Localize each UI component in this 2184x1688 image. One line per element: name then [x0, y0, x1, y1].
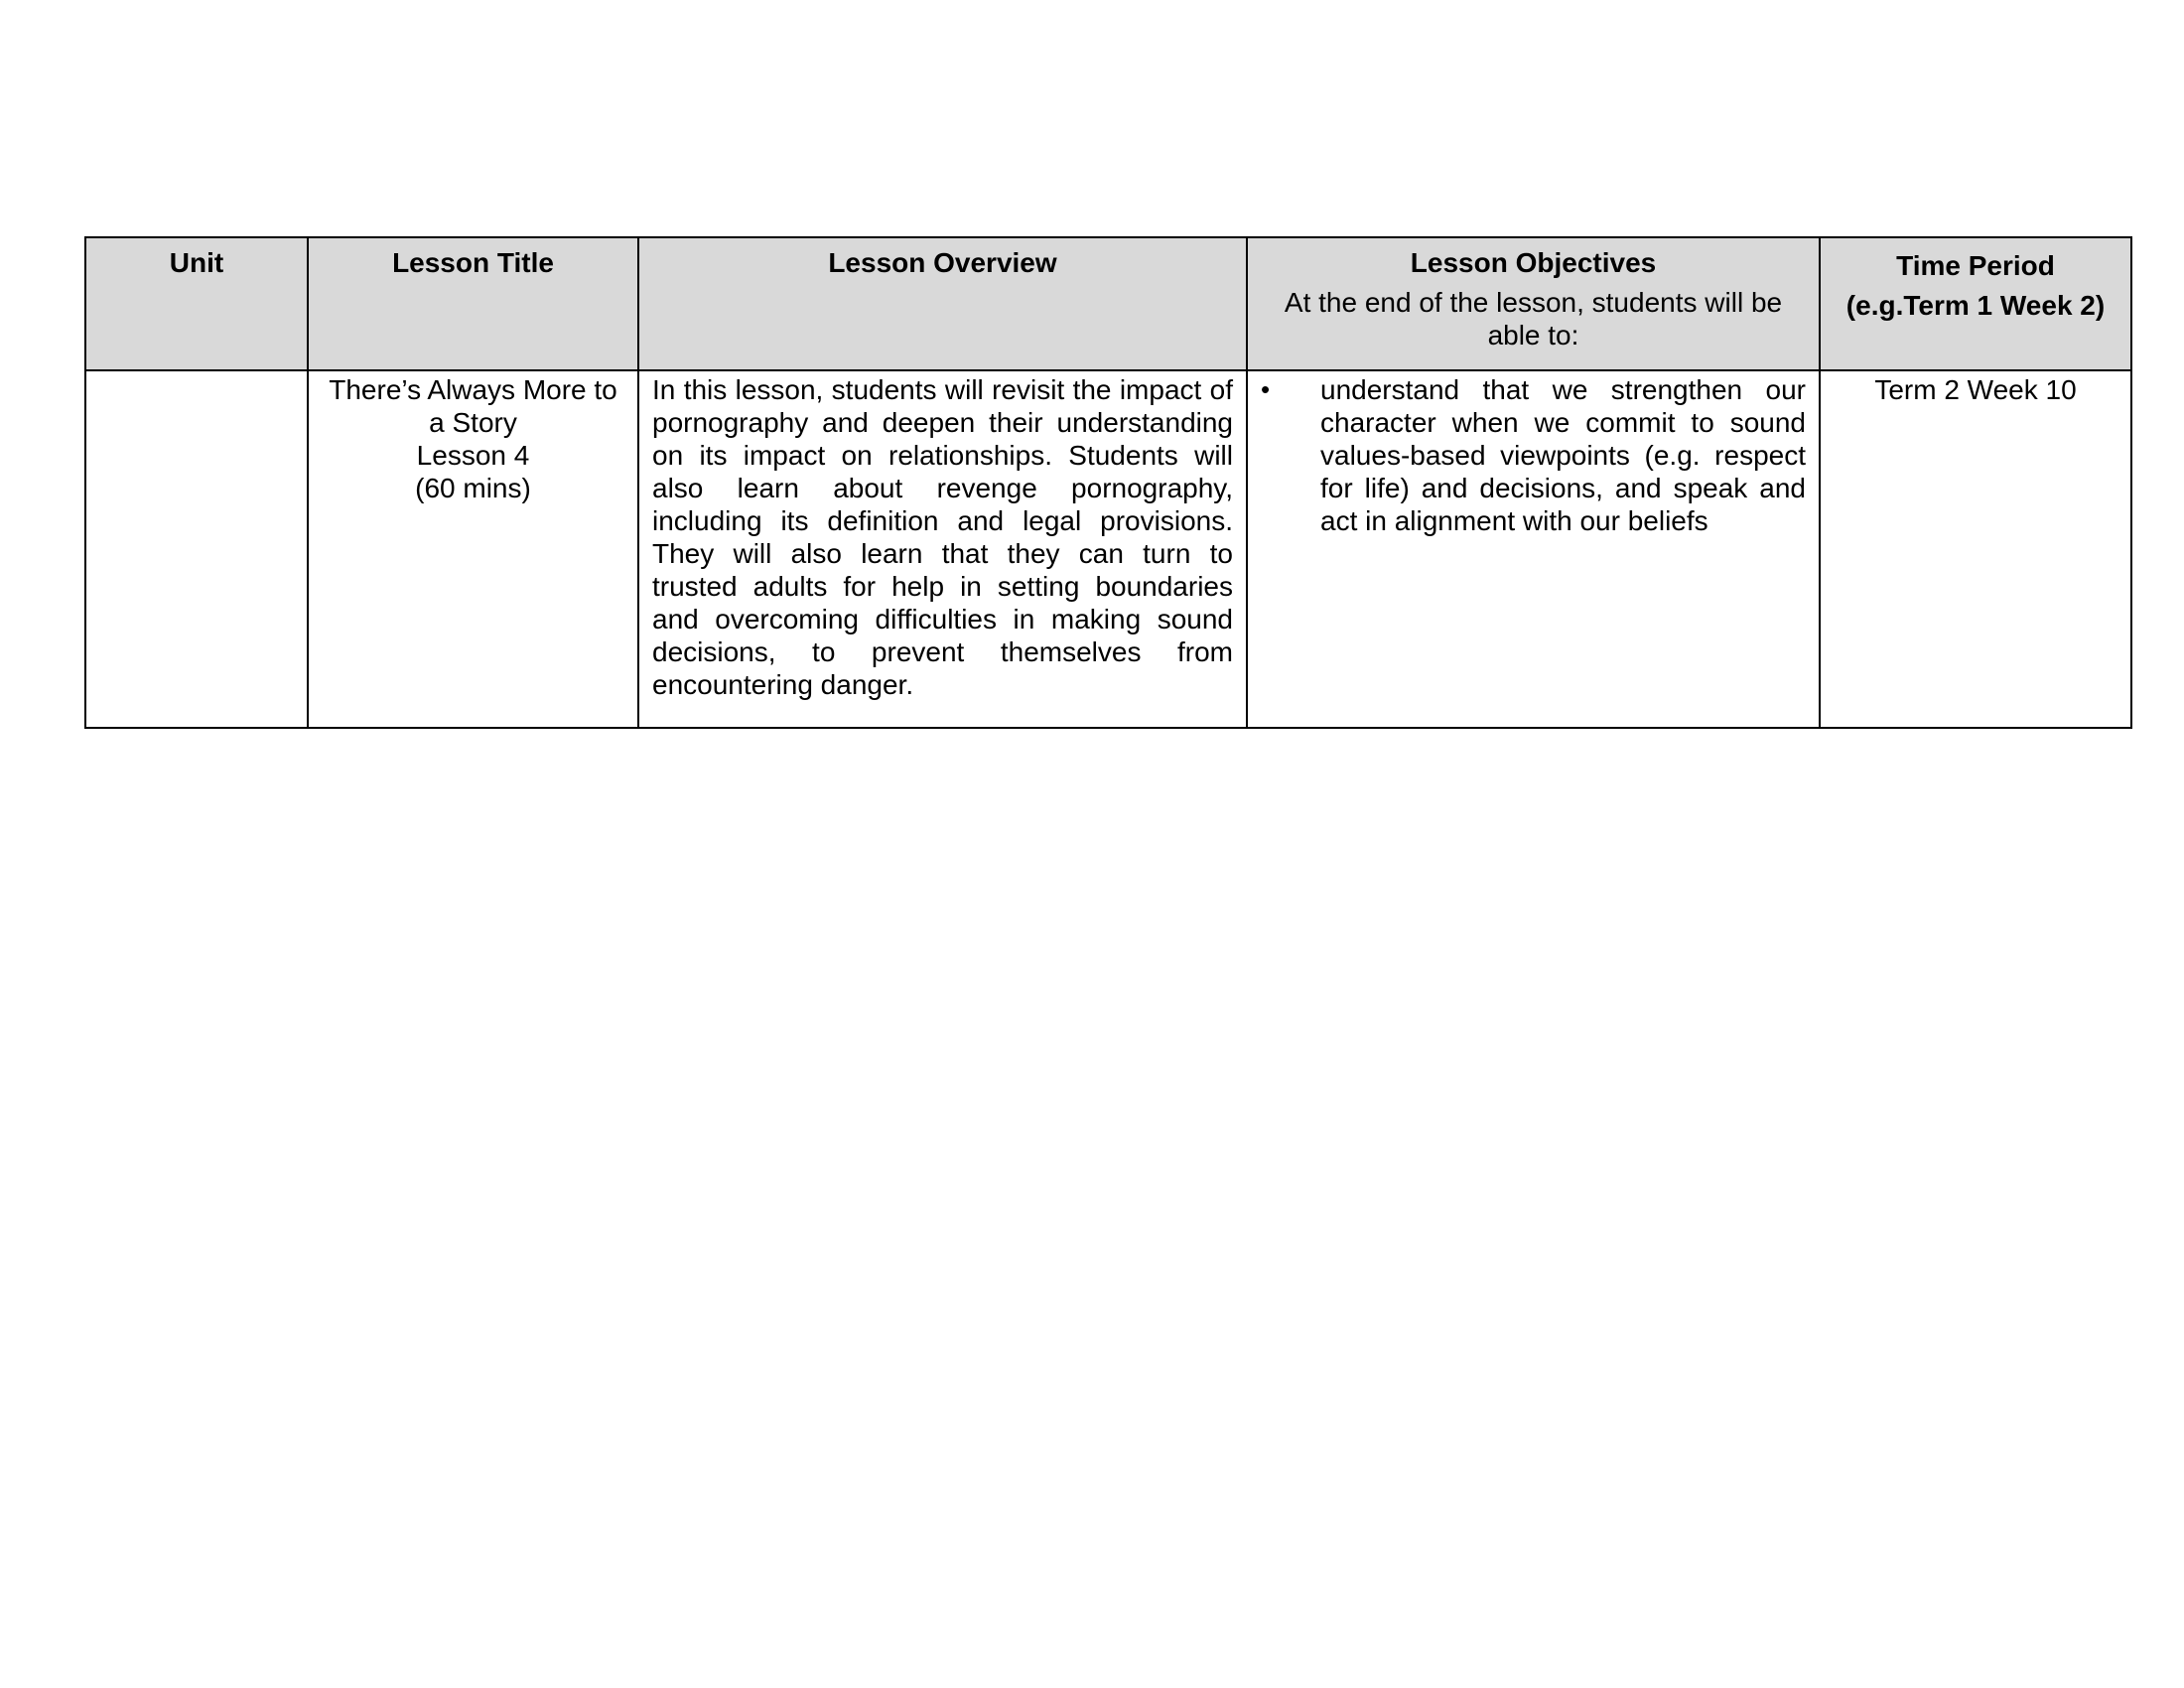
header-lesson-title: [308, 237, 638, 370]
header-lesson-objectives: [1247, 237, 1820, 370]
lesson-duration-text: (60 mins): [415, 473, 531, 503]
header-unit-label: Unit: [169, 247, 224, 278]
list-item: [1261, 373, 1806, 537]
objectives-list: [1261, 373, 1806, 537]
header-lesson-overview-label: Lesson Overview: [828, 247, 1057, 278]
header-unit: [85, 237, 308, 370]
table-row: [85, 370, 2131, 728]
cell-lesson-objectives: [1247, 370, 1820, 728]
cell-lesson-title: [308, 370, 638, 728]
header-lesson-title-label: Lesson Title: [392, 247, 554, 278]
header-time-period: [1820, 237, 2131, 370]
header-time-period-example: (e.g.Term 1 Week 2): [1845, 290, 2106, 321]
cell-unit: [85, 370, 308, 728]
lesson-number-text: Lesson 4: [416, 440, 530, 471]
header-lesson-overview: [638, 237, 1247, 370]
objective-text: understand that we strengthen our character when we commit to sound values-based viewpoints (e.g. respect for life) and decisions, and speak and act in alignment with our beliefs: [1320, 374, 1806, 536]
header-lesson-objectives-subtitle: At the end of the lesson, students will be able to:: [1284, 287, 1783, 351]
lesson-plan-table: [84, 236, 2132, 729]
header-time-period-label: Time Period: [1896, 250, 2055, 281]
bullet-icon: •: [1261, 374, 1271, 404]
lesson-title-text: There’s Always More to a Story: [329, 374, 617, 438]
cell-time-period: Term 2 Week 10: [1820, 370, 2131, 728]
cell-lesson-overview: In this lesson, students will revisit the impact of pornography and deepen their understanding on its impact on relationships. Students will also learn about revenge pornography, including its definition and legal provisions. They will also learn that they can turn to trusted adults for help in setting boundaries and overcoming difficulties in making sound decisions, to prevent themselves from encountering danger.: [638, 370, 1247, 728]
table-header-row: [85, 237, 2131, 370]
header-lesson-objectives-label: Lesson Objectives: [1410, 247, 1657, 278]
